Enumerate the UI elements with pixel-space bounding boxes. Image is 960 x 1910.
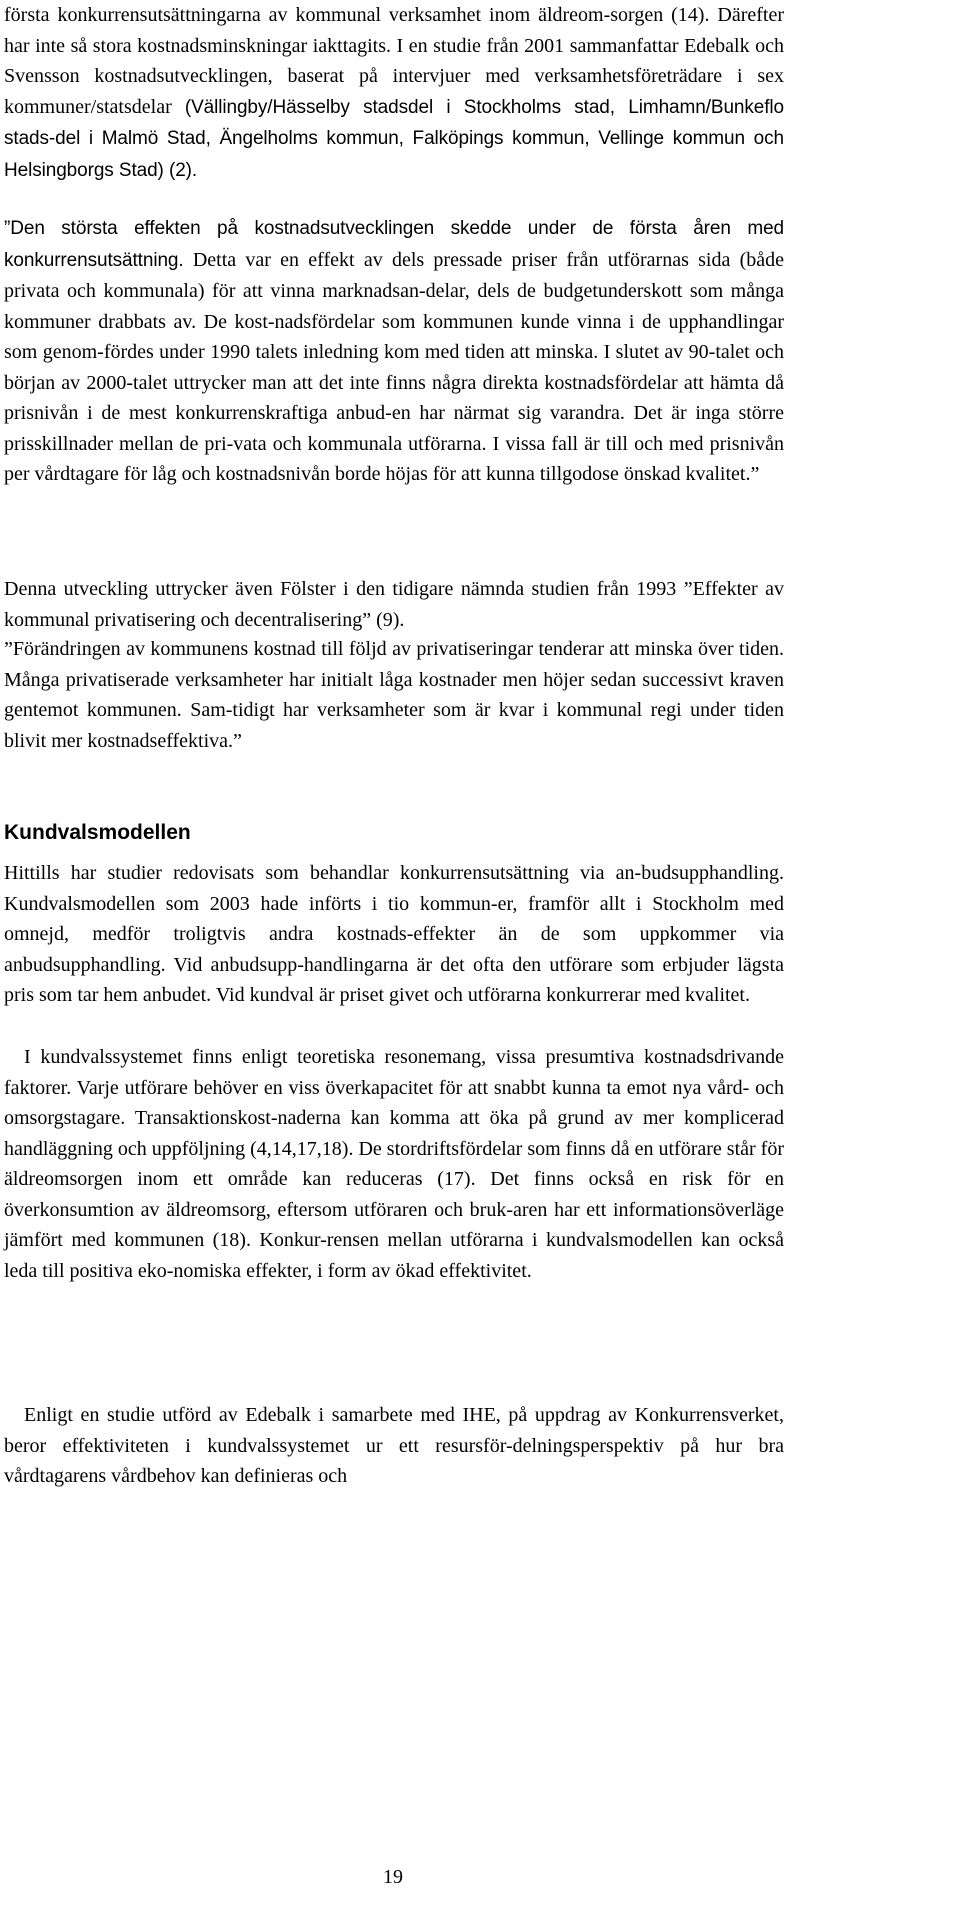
paragraph-kundval-intro (4, 858, 784, 1011)
paragraph-folster-intro (4, 574, 784, 635)
paragraph-text: I kundvalssystemet finns enligt teoretiska resonemang, vissa presumtiva kostnadsdrivande faktorer. Varje utförare behöver en viss överkapacitet för att snabbt kunna ta emot nya vård- och omsorgstagare. Transaktionskost-naderna kan komma att öka på grund av mer komplicerad handläggning och uppföljning (4,14,17,18). De stordriftsfördelar som finns då en utförare står för äldreomsorgen inom ett område kan reduceras (17). Det finns också en risk för en överkonsumtion av äldreomsorg, eftersom utföraren och bruk-aren har ett informationsöverläge jämfört med kommunen (18). Konkur-rensen mellan utförarna i kundvalsmodellen kan också leda till positiva eko-nomiska effekter, i form av ökad effektivitet. (4, 1046, 784, 1282)
paragraph-edebalk-quote (4, 213, 784, 490)
paragraph-text: Denna utveckling uttrycker även Fölster i den tidigare nämnda studien från 1993 ”Effekter av kommunal privatisering och decentralisering” (9). (4, 578, 784, 631)
paragraph-folster-quote (4, 634, 784, 756)
quote-lead-sans: ”Den största effekten på kostnadsutvecklingen skedde under de första åren med konkurrensutsättning. (4, 218, 784, 271)
paragraph-text: första konkurrensutsättningarna av kommunal verksamhet inom äldreom-sorgen (14). Därefter har inte så stora kostnadsminskningar iakttagits. I en studie från 2001 sammanfattar Edebalk och Svensson kostnadsutvecklingen, baserat på intervjuer med verksamhetsföreträdare i sex kommuner/statsdelar (4, 4, 784, 118)
paragraph-cost-development-intro (4, 0, 784, 186)
paragraph-text-sans: (Vällingby/Hässelby stadsdel i Stockholms stad, Limhamn/Bunkeflo stads-del i Malmö Stad, Ängelholms kommun, Falköpings kommun, Vellinge kommun och Helsingborgs Stad) (2). (4, 96, 785, 181)
quote-body: Detta var en effekt av dels pressade priser från utförarnas sida (både privata och kommunala) för att vinna marknadsan-delar, dels de budgetunderskott som många kommuner drabbats av. De kost-nadsfördelar som kommunen kunde vinna i de upphandlingar som genom-fördes under 1990 talets inledning kom med tiden att minska. I slutet av 90-talet och början av 2000-talet uttrycker man att det inte finns några direkta kostnadsfördelar att hämta då prisnivån i de mest konkurrenskraftiga anbud-en har närmat sig varandra. Det är inga större prisskillnader mellan de pri-vata och kommunala utförarna. I vissa fall är till och med prisnivån per vårdtagare för låg och kostnadsnivån borde höjas för att kunna tillgodose önskad kvalitet.” (4, 248, 784, 485)
section-heading: Kundvalsmodellen (4, 821, 191, 844)
paragraph-edebalk-ihe-study (4, 1400, 784, 1492)
paragraph-kundval-cost-drivers (4, 1042, 784, 1286)
quote-body: ”Förändringen av kommunens kostnad till följd av privatiseringar tenderar att minska över tiden. Många privatiserade verksamheter har initialt låga kostnader men höjer sedan successivt kraven gentemot kommunen. Sam-tidigt har verksamheter som är kvar i kommunal regi under tiden blivit mer kostnadseffektiva.” (4, 638, 784, 752)
paragraph-text: Enligt en studie utförd av Edebalk i samarbete med IHE, på uppdrag av Konkurrensverket, beror effektiviteten i kundvalssystemet ur ett resursför-delningsperspektiv på hur bra vårdtagarens vårdbehov kan definieras och (4, 1404, 784, 1487)
paragraph-text: Hittills har studier redovisats som behandlar konkurrensutsättning via an-budsupphandling. Kundvalsmodellen som 2003 hade införts i tio kommun-er, framför allt i Stockholm med omnejd, medför troligtvis andra kostnads-effekter än de som uppkommer via anbudsupphandling. Vid anbudsupp-handlingarna är det ofta den utförare som erbjuder lägsta pris som tar hem anbudet. Vid kundval är priset givet och utförarna konkurrerar med kvalitet. (4, 862, 784, 1006)
page-number: 19 (383, 1866, 403, 1888)
